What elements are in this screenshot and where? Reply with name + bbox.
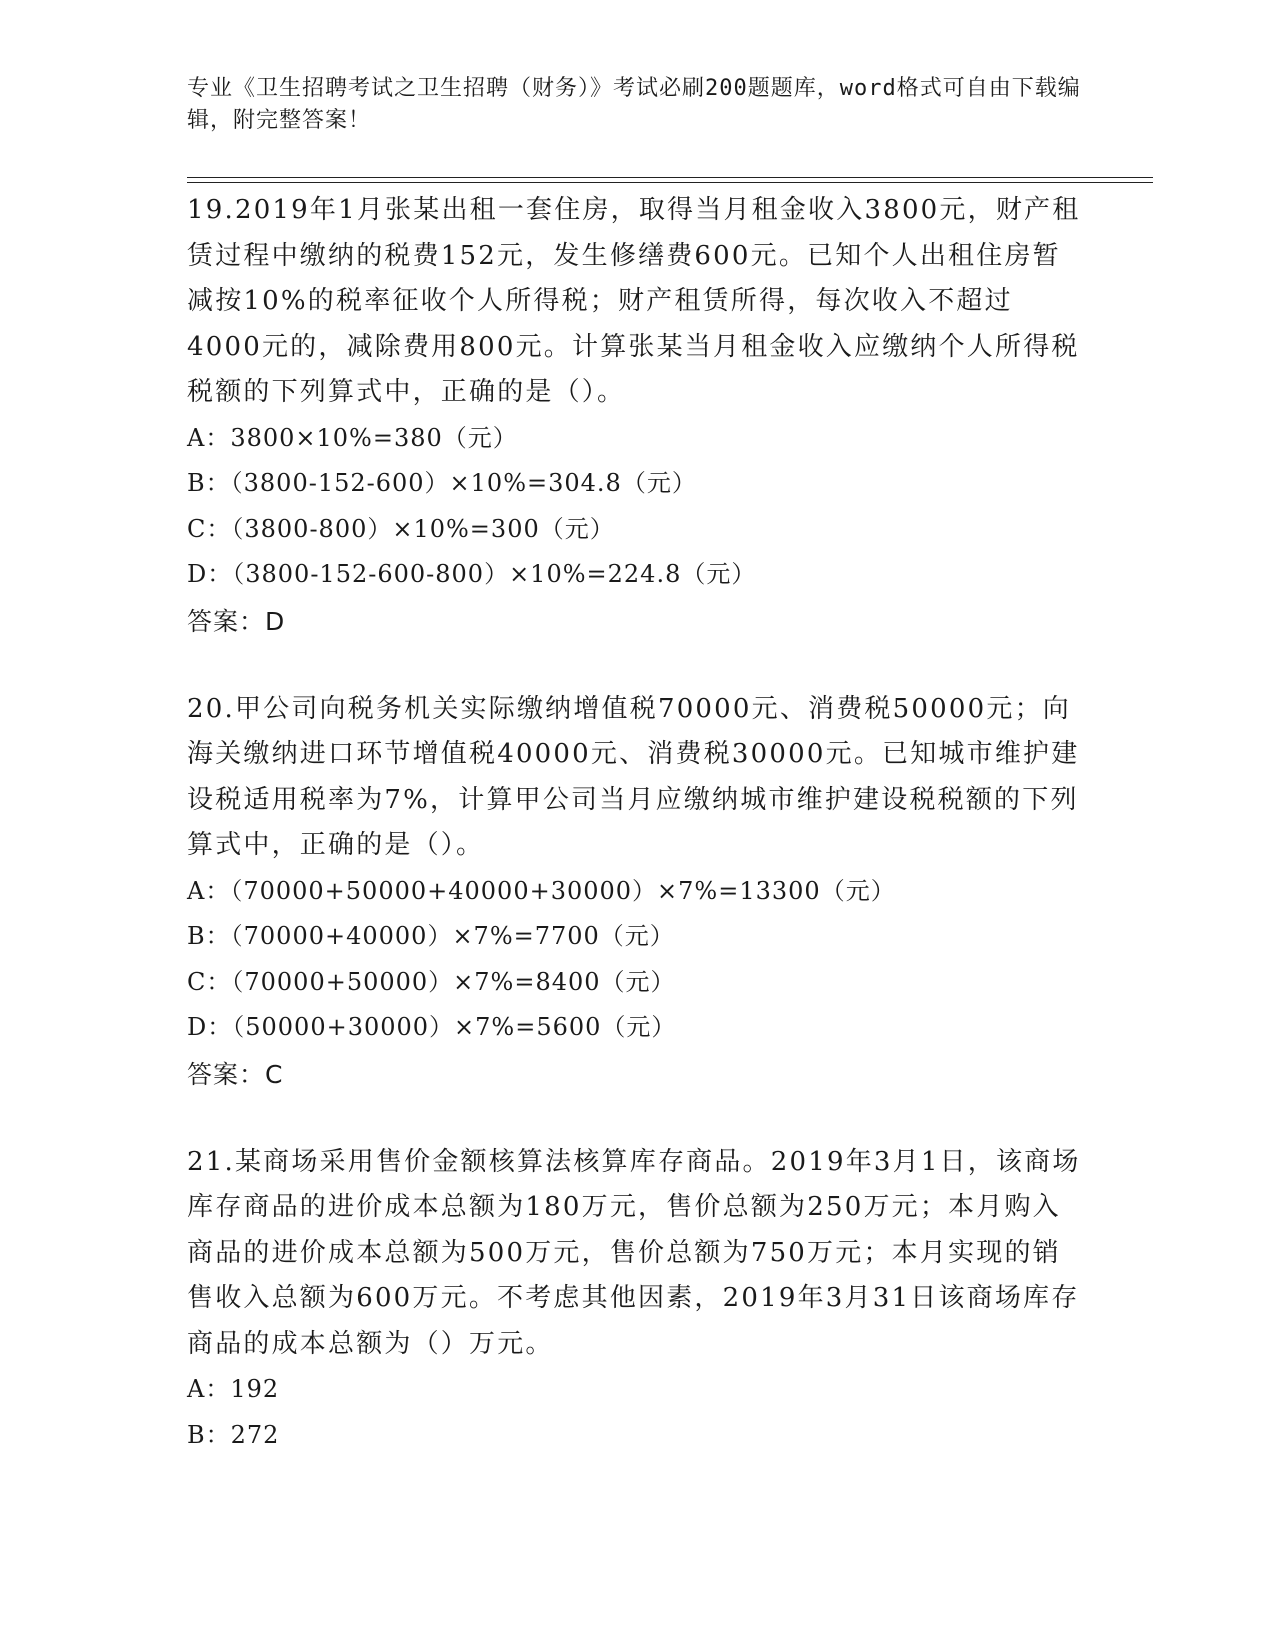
option-c: C：（3800-800）×10%=300（元）	[187, 514, 615, 543]
question-20	[187, 687, 1087, 1098]
question-stem: 20.甲公司向税务机关实际缴纳增值税70000元、消费税50000元；向海关缴纳进口环节增值税40000元、消费税30000元。已知城市维护建设税适用税率为7%，计算甲公司当月应缴纳城市维护建设税税额的下列算式中，正确的是（）。	[187, 693, 1080, 860]
document-header: 专业《卫生招聘考试之卫生招聘（财务）》考试必刷200题题库，word格式可自由下载编辑，附完整答案！	[187, 76, 1081, 133]
question-stem: 19.2019年1月张某出租一套住房，取得当月租金收入3800元，财产租赁过程中缴纳的税费152元，发生修缮费600元。已知个人出租住房暂减按10%的税率征收个人所得税；财产租赁所得，每次收入不超过4000元的，减除费用800元。计算张某当月租金收入应缴纳个人所得税税额的下列算式中，正确的是（）。	[187, 195, 1081, 407]
option-d: D：（50000+30000）×7%=5600（元）	[187, 1013, 677, 1041]
option-b: B：272	[187, 1420, 280, 1449]
question-19	[187, 188, 1087, 645]
option-b: B：（3800-152-600）×10%=304.8（元）	[187, 469, 697, 497]
header-divider-top	[187, 177, 1153, 178]
option-a: A：192	[187, 1375, 280, 1403]
option-d: D：（3800-152-600-800）×10%=224.8（元）	[187, 560, 757, 588]
answer: 答案：D	[187, 606, 286, 636]
header-divider-bottom	[187, 182, 1153, 183]
option-c: C：（70000+50000）×7%=8400（元）	[187, 967, 676, 996]
question-21	[187, 1140, 1087, 1459]
option-a: A：（70000+50000+40000+30000）×7%=13300（元）	[187, 876, 896, 905]
question-list	[187, 188, 1087, 1500]
answer: 答案：C	[187, 1059, 284, 1089]
option-a: A：3800×10%=380（元）	[187, 423, 518, 452]
option-b: B：（70000+40000）×7%=7700（元）	[187, 922, 675, 950]
question-stem: 21.某商场采用售价金额核算法核算库存商品。2019年3月1日，该商场库存商品的进价成本总额为180万元，售价总额为250万元；本月购入商品的进价成本总额为500万元，售价总额为750万元；本月实现的销售收入总额为600万元。不考虑其他因素，2019年3月31日该商场库存商品的成本总额为（）万元。	[187, 1146, 1081, 1359]
